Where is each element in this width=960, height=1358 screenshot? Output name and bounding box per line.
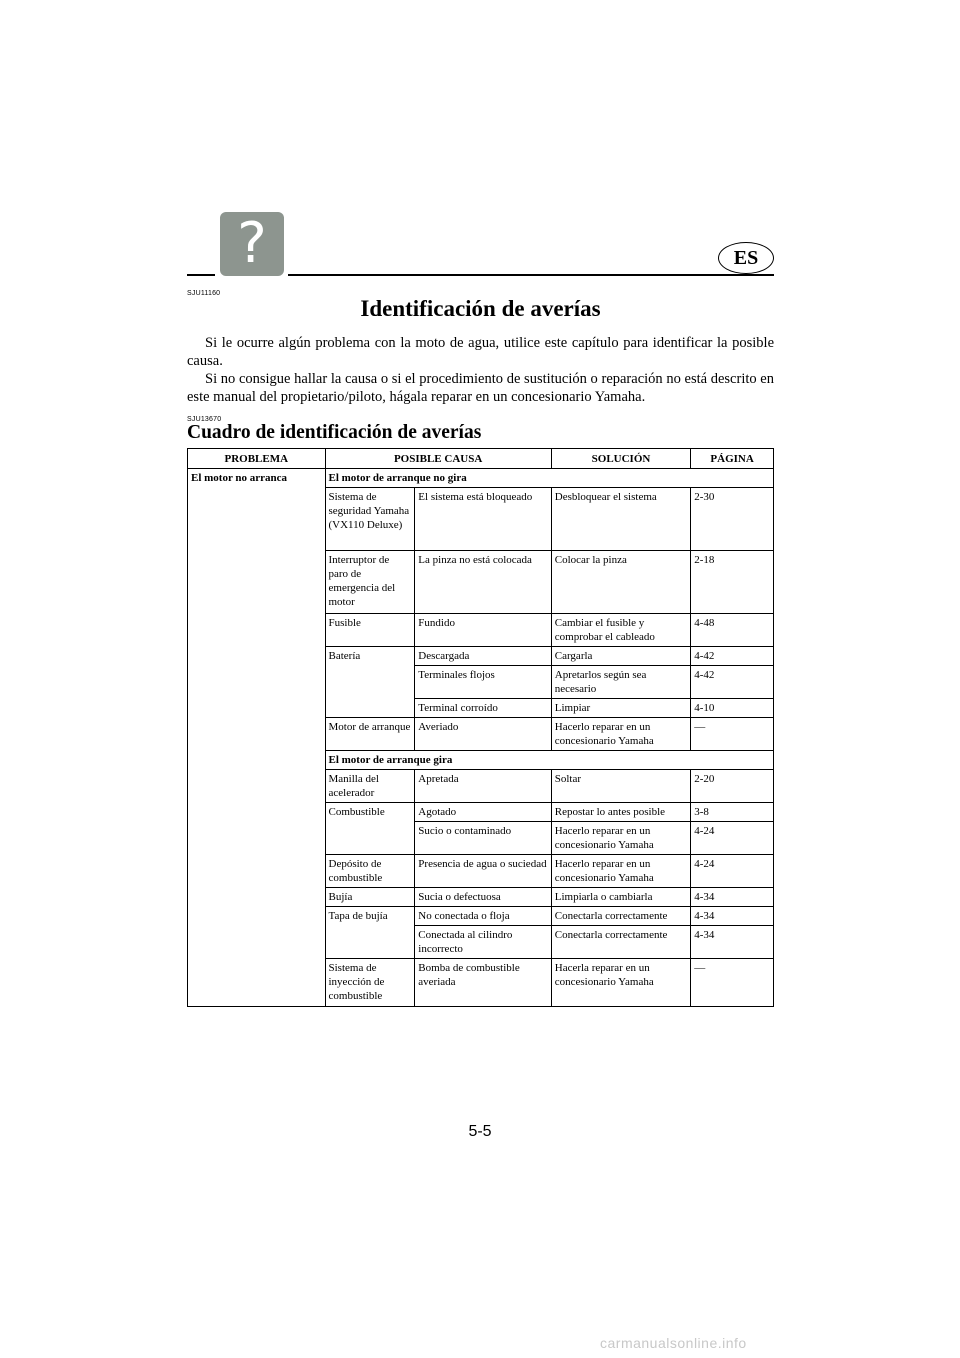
part-cell: Tapa de bujía: [325, 907, 415, 959]
page-cell: 4-48: [691, 614, 774, 647]
solution-cell: Hacerlo reparar en un concesionario Yamaha: [551, 718, 690, 751]
table-row: [188, 469, 774, 488]
cause-cell: Bomba de combustible averiada: [415, 959, 551, 1007]
page-title: Identificación de averías: [360, 296, 601, 321]
solution-cell: Cargarla: [551, 647, 690, 666]
cause-cell: El sistema está bloqueado: [415, 488, 551, 551]
cause-cell: Fundido: [415, 614, 551, 647]
header-rule-left: [187, 274, 215, 276]
header-rule-right: [288, 274, 774, 276]
intro-text: [187, 334, 774, 406]
part-cell: Sistema de seguridad Yamaha (VX110 Deluxe): [325, 488, 415, 551]
solution-cell: Limpiarla o cambiarla: [551, 888, 690, 907]
solution-cell: Desbloquear el sistema: [551, 488, 690, 551]
solution-cell: Repostar lo antes posible: [551, 803, 690, 822]
page-cell: 3-8: [691, 803, 774, 822]
part-cell: Sistema de inyección de combustible: [325, 959, 415, 1007]
solution-cell: Colocar la pinza: [551, 551, 690, 614]
group-heading: El motor de arranque gira: [325, 751, 774, 770]
troubleshooting-table: [187, 448, 774, 1007]
page-cell: 4-34: [691, 907, 774, 926]
cause-cell: Terminal corroído: [415, 699, 551, 718]
solution-cell: Limpiar: [551, 699, 690, 718]
solution-cell: Cambiar el fusible y comprobar el cableado: [551, 614, 690, 647]
part-cell: Motor de arranque: [325, 718, 415, 751]
part-cell: Manilla del acelerador: [325, 770, 415, 803]
cause-cell: No conectada o floja: [415, 907, 551, 926]
problem-cell: El motor no arranca: [188, 469, 326, 1007]
part-cell: Depósito de combustible: [325, 855, 415, 888]
page-cell: —: [691, 959, 774, 1007]
part-cell: Fusible: [325, 614, 415, 647]
header-posible-causa: POSIBLE CAUSA: [325, 449, 551, 469]
section-title: Cuadro de identificación de averías: [187, 422, 482, 443]
page-cell: 2-20: [691, 770, 774, 803]
cause-cell: Conectada al cilindro incorrecto: [415, 926, 551, 959]
page-cell: 4-24: [691, 822, 774, 855]
solution-cell: Conectarla correctamente: [551, 926, 690, 959]
solution-cell: Conectarla correctamente: [551, 907, 690, 926]
part-cell: Batería: [325, 647, 415, 718]
solution-cell: Hacerlo reparar en un concesionario Yamaha: [551, 822, 690, 855]
solution-cell: Hacerla reparar en un concesionario Yamaha: [551, 959, 690, 1007]
page-number: 5-5: [468, 1123, 492, 1140]
question-mark-icon: ?: [220, 212, 284, 276]
part-cell: Bujía: [325, 888, 415, 907]
page-cell: 2-30: [691, 488, 774, 551]
part-cell: Interruptor de paro de emergencia del motor: [325, 551, 415, 614]
page-cell: 2-18: [691, 551, 774, 614]
cause-cell: Descargada: [415, 647, 551, 666]
table-header-row: [188, 449, 774, 469]
header-problema: PROBLEMA: [188, 449, 326, 469]
solution-cell: Apretarlos según sea necesario: [551, 666, 690, 699]
page-cell: 4-34: [691, 926, 774, 959]
solution-cell: Soltar: [551, 770, 690, 803]
intro-paragraph-2: Si no consigue hallar la causa o si el procedimiento de sustitución o reparación no está descrito en este manual del propietario/piloto, hágala reparar en un concesionario Yamaha.: [187, 371, 774, 405]
group-heading: El motor de arranque no gira: [325, 469, 774, 488]
intro-paragraph-1: Si le ocurre algún problema con la moto de agua, utilice este capítulo para identificar la posible causa.: [187, 335, 774, 369]
header-pagina: PÁGINA: [691, 449, 774, 469]
language-badge: ES: [718, 242, 774, 274]
page-cell: 4-24: [691, 855, 774, 888]
header-solucion: SOLUCIÓN: [551, 449, 690, 469]
solution-cell: Hacerlo reparar en un concesionario Yamaha: [551, 855, 690, 888]
page-cell: —: [691, 718, 774, 751]
cause-cell: Agotado: [415, 803, 551, 822]
cause-cell: Sucio o contaminado: [415, 822, 551, 855]
cause-cell: Averiado: [415, 718, 551, 751]
page-cell: 4-42: [691, 666, 774, 699]
cause-cell: Apretada: [415, 770, 551, 803]
page-cell: 4-42: [691, 647, 774, 666]
cause-cell: Sucia o defectuosa: [415, 888, 551, 907]
cause-cell: La pinza no está colocada: [415, 551, 551, 614]
part-cell: Combustible: [325, 803, 415, 855]
cause-cell: Presencia de agua o suciedad: [415, 855, 551, 888]
intro-reference-code: SJU11160: [187, 290, 221, 297]
page-cell: 4-10: [691, 699, 774, 718]
watermark-text: carmanualsonline.info: [600, 1335, 747, 1351]
page-cell: 4-34: [691, 888, 774, 907]
cause-cell: Terminales flojos: [415, 666, 551, 699]
section-reference-code: SJU13670: [187, 416, 222, 423]
